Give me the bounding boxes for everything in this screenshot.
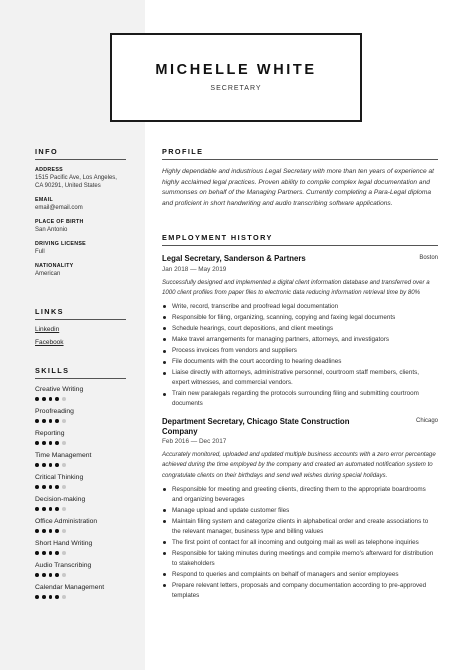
skill-dot-filled <box>42 507 46 511</box>
job-entry <box>162 417 438 601</box>
skill-dot-filled <box>42 441 46 445</box>
skill-dot-filled <box>35 573 39 577</box>
skill-name: Reporting <box>35 430 65 437</box>
skill-item <box>35 452 126 467</box>
skill-name: Proofreading <box>35 408 74 415</box>
skill-item <box>35 584 126 599</box>
skill-name: Short Hand Writing <box>35 540 93 547</box>
info-nationality <box>35 263 126 278</box>
info-value: email@email.com <box>35 205 83 211</box>
employment-heading: EMPLOYMENT HISTORY <box>162 233 438 246</box>
skill-dot-filled <box>55 529 59 533</box>
job-title: Department Secretary, Chicago State Construction Company <box>162 417 350 436</box>
skills-section <box>35 366 126 599</box>
job-bullet: File documents with the court according to hearing deadlines <box>162 357 438 367</box>
skill-dot-filled <box>35 595 39 599</box>
job-bullet: Train new paralegals regarding the protocols surrounding filing and submitting courtroom documents <box>162 389 438 409</box>
skill-dot-filled <box>49 419 53 423</box>
facebook-link[interactable]: Facebook <box>35 339 64 346</box>
info-label: NATIONALITY <box>35 263 74 269</box>
skill-level-dots <box>35 463 126 467</box>
skill-dot-filled <box>49 507 53 511</box>
info-label: EMAIL <box>35 197 53 203</box>
skill-item <box>35 518 126 533</box>
employment-section <box>162 233 438 601</box>
info-value: San Antonio <box>35 227 68 233</box>
info-place-of-birth <box>35 219 126 234</box>
linkedin-link[interactable]: Linkedin <box>35 326 60 333</box>
skill-level-dots <box>35 419 126 423</box>
skill-name: Office Administration <box>35 518 98 525</box>
skill-dot-empty <box>62 485 66 489</box>
skill-dot-filled <box>49 573 53 577</box>
skill-dot-filled <box>55 397 59 401</box>
skill-dot-filled <box>49 551 53 555</box>
job-bullet: Process invoices from vendors and suppliers <box>162 346 438 356</box>
skill-dot-filled <box>35 463 39 467</box>
profile-text: Highly dependable and industrious Legal Secretary with more than ten years of experience at highly acclaimed legal practices. Proven ability to compile complex legal documentation and summonses on behalf of the Managing Partners. Currently completing a Para-Legal diploma and proficient in short handwriting and audio transcribing software applications. <box>162 168 434 207</box>
skill-level-dots <box>35 573 126 577</box>
links-heading: LINKS <box>35 307 126 320</box>
skill-dot-filled <box>42 529 46 533</box>
job-dates: Jan 2018 — May 2019 <box>162 265 227 273</box>
info-section <box>35 147 126 278</box>
skill-dot-empty <box>62 419 66 423</box>
job-bullet: Make travel arrangements for managing partners, attorneys, and investigators <box>162 335 438 345</box>
job-bullet: Maintain filing system and categorize clients in alphabetical order and create associations to the relevant manager, business type and billing values <box>162 517 438 537</box>
skill-dot-filled <box>42 419 46 423</box>
skill-dot-filled <box>49 529 53 533</box>
info-driving-license <box>35 241 126 256</box>
skill-dot-filled <box>35 485 39 489</box>
skill-dot-filled <box>55 551 59 555</box>
skill-level-dots <box>35 551 126 555</box>
job-header <box>162 254 438 264</box>
skill-item <box>35 562 126 577</box>
job-summary: Successfully designed and implemented a digital client information database and transferred over a 1000 client profiles from paper files to electronic data reducing information retrieval time by 80% <box>162 278 430 296</box>
info-value: 1515 Pacific Ave, Los Angeles, CA 90291, United States <box>35 175 117 189</box>
skill-dot-empty <box>62 507 66 511</box>
skill-dot-filled <box>35 507 39 511</box>
skill-dot-filled <box>49 463 53 467</box>
skill-dot-filled <box>42 463 46 467</box>
links-section <box>35 307 126 346</box>
skill-dot-empty <box>62 573 66 577</box>
skill-name: Audio Transcribing <box>35 562 92 569</box>
skill-dot-filled <box>55 419 59 423</box>
name-header <box>110 33 362 122</box>
skill-level-dots <box>35 397 126 401</box>
skill-dot-filled <box>49 595 53 599</box>
skill-item <box>35 430 126 445</box>
job-bullet: The first point of contact for all incoming and outgoing mail as well as telephone inquiries <box>162 538 438 548</box>
candidate-role: SECRETARY <box>210 85 262 92</box>
job-dates: Feb 2016 — Dec 2017 <box>162 438 227 446</box>
skill-dot-empty <box>62 463 66 467</box>
skill-dot-filled <box>55 595 59 599</box>
skill-dot-empty <box>62 595 66 599</box>
skill-dot-filled <box>49 441 53 445</box>
skill-dot-filled <box>55 485 59 489</box>
job-bullets <box>162 302 438 409</box>
skill-name: Creative Writing <box>35 386 84 393</box>
job-header <box>162 417 438 436</box>
skill-dot-empty <box>62 529 66 533</box>
skill-dot-filled <box>55 441 59 445</box>
skill-name: Critical Thinking <box>35 474 84 481</box>
skill-level-dots <box>35 595 126 599</box>
job-city: Boston <box>419 255 438 261</box>
skill-item <box>35 496 126 511</box>
job-bullet: Liaise directly with attorneys, administrative personnel, courtroom staff members, clients, expert witnesses, and commercial vendors. <box>162 368 438 388</box>
info-address <box>35 167 126 190</box>
skill-dot-filled <box>42 485 46 489</box>
skill-dot-filled <box>55 463 59 467</box>
job-bullet: Responsible for meeting and greeting clients, directing them to the appropriate boardrooms and organizing beverages <box>162 485 438 505</box>
skill-level-dots <box>35 441 126 445</box>
job-bullet: Respond to queries and complaints on behalf of managers and senior employees <box>162 570 438 580</box>
skill-name: Time Management <box>35 452 92 459</box>
skills-list <box>35 386 126 599</box>
skill-dot-filled <box>35 441 39 445</box>
skill-name: Decision-making <box>35 496 86 503</box>
skill-dot-empty <box>62 441 66 445</box>
candidate-name: MICHELLE WHITE <box>155 62 317 78</box>
skill-item <box>35 408 126 423</box>
job-bullet: Responsible for taking minutes during meetings and compile memo's afterward for distribution to stakeholders <box>162 549 438 569</box>
skill-dot-filled <box>42 551 46 555</box>
info-email <box>35 197 126 212</box>
info-value: Full <box>35 249 45 255</box>
info-label: PLACE OF BIRTH <box>35 219 84 225</box>
skill-level-dots <box>35 507 126 511</box>
skill-item <box>35 540 126 555</box>
skill-dot-filled <box>49 485 53 489</box>
job-bullet: Responsible for filing, organizing, scanning, copying and faxing legal documents <box>162 313 438 323</box>
skill-dot-empty <box>62 551 66 555</box>
skill-dot-filled <box>42 573 46 577</box>
job-bullet: Schedule hearings, court depositions, and client meetings <box>162 324 438 334</box>
info-label: DRIVING LICENSE <box>35 241 87 247</box>
info-label: ADDRESS <box>35 167 63 173</box>
job-bullet: Prepare relevant letters, proposals and company documentation according to pre-approved templates <box>162 581 438 601</box>
skill-dot-filled <box>55 573 59 577</box>
info-heading: INFO <box>35 147 126 160</box>
job-entry <box>162 254 438 409</box>
job-city: Chicago <box>415 418 438 425</box>
skill-dot-empty <box>62 397 66 401</box>
profile-heading: PROFILE <box>162 147 438 160</box>
skills-heading: SKILLS <box>35 366 126 379</box>
skill-name: Calendar Management <box>35 584 105 591</box>
job-bullet: Write, record, transcribe and proofread legal documentation <box>162 302 438 312</box>
skill-item <box>35 386 126 401</box>
skill-dot-filled <box>49 397 53 401</box>
skill-dot-filled <box>35 551 39 555</box>
skill-dot-filled <box>35 397 39 401</box>
info-value: American <box>35 271 61 277</box>
skill-dot-filled <box>42 397 46 401</box>
skill-level-dots <box>35 529 126 533</box>
job-bullet: Manage upload and update customer files <box>162 506 438 516</box>
skill-item <box>35 474 126 489</box>
job-bullets <box>162 485 438 601</box>
skill-dot-filled <box>35 529 39 533</box>
skill-dot-filled <box>55 507 59 511</box>
profile-section <box>162 147 438 209</box>
skill-level-dots <box>35 485 126 489</box>
skill-dot-filled <box>42 595 46 599</box>
job-title: Legal Secretary, Sanderson & Partners <box>162 254 306 263</box>
skill-dot-filled <box>35 419 39 423</box>
job-summary: Accurately monitored, uploaded and updated multiple business accounts with a zero error percentage achieved during the time employed by the company and created an automated notification system to congratulate clients on their birthdays and send well wishes during special holidays. <box>162 451 436 479</box>
